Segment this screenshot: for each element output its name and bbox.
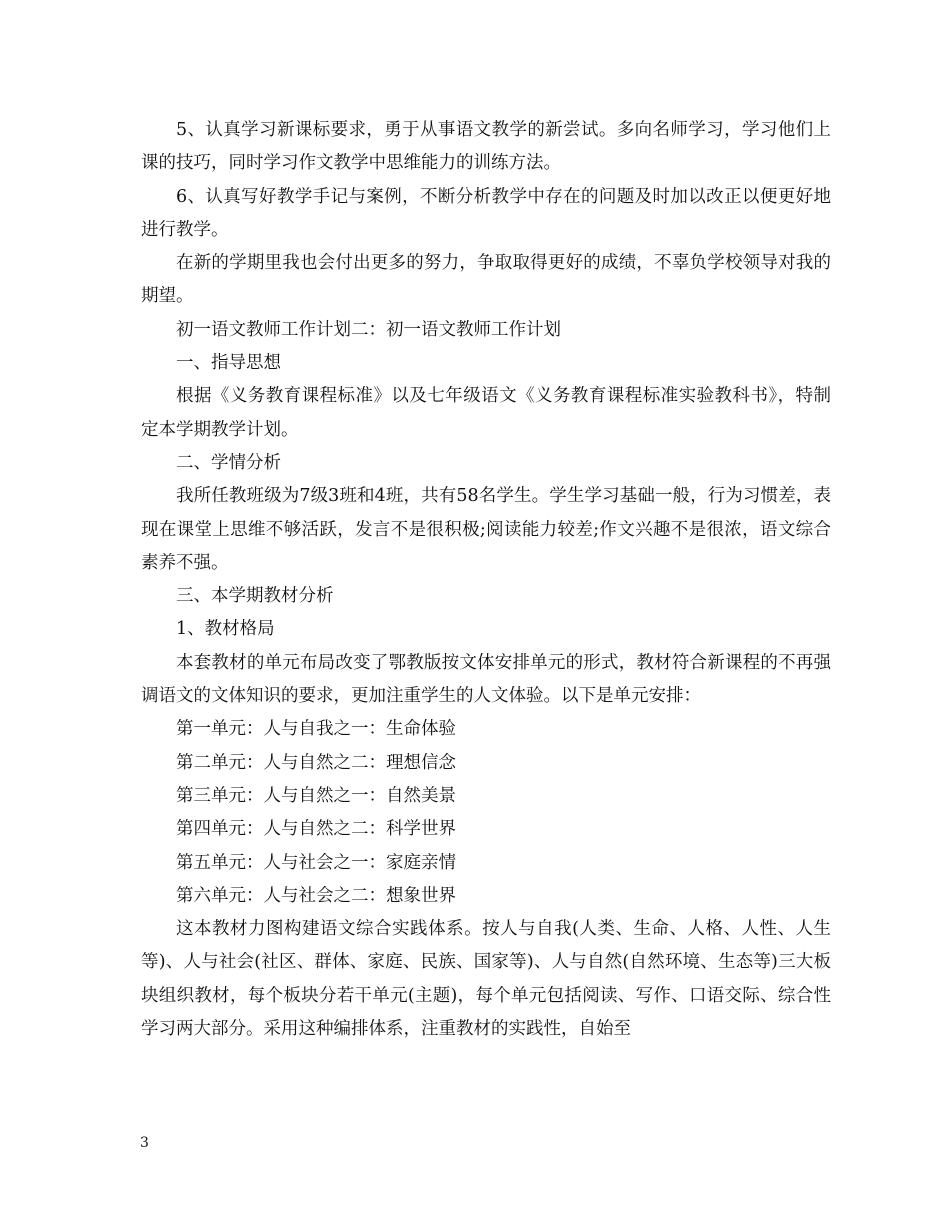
body-text: [141, 114, 831, 1046]
unit-line-5: 第五单元：人与社会之一：家庭亲情: [176, 852, 456, 873]
section-title-plan-two: 初一语文教师工作计划二：初一语文教师工作计划: [176, 319, 561, 340]
heading-guiding-idea: 一、指导思想: [176, 353, 281, 374]
heading-student-analysis: 二、学情分析: [176, 452, 281, 473]
paragraph-item-5: 5、认真学习新课标要求，勇于从事语文教学的新尝试。多向名师学习，学习他们上课的技巧，同时学习作文教学中思维能力的训练方法。: [141, 120, 831, 174]
paragraph-textbook-layout: 本套教材的单元布局改变了鄂教版按文体安排单元的形式，教材符合新课程的不再强调语文的文体知识的要求，更加注重学生的人文体验。以下是单元安排：: [141, 652, 831, 707]
unit-line-1: 第一单元：人与自我之一：生命体验: [176, 719, 456, 740]
unit-line-4: 第四单元：人与自然之二：科学世界: [176, 819, 456, 840]
unit-line-3: 第三单元：人与自然之一：自然美景: [176, 785, 456, 806]
paragraph-guiding-idea: 根据《义务教育课程标准》以及七年级语文《义务教育课程标准实验教科书》，特制定本学期教学计划。: [141, 386, 831, 440]
paragraph-student-analysis: 我所任教班级为7级3班和4班，共有58名学生。学生学习基础一般，行为习惯差，表现在课堂上思维不够活跃，发言不是很积极;阅读能力较差;作文兴趣不是很浓，语文综合素养不强。: [141, 486, 831, 573]
page-number: 3: [140, 1135, 149, 1151]
paragraph-textbook-system: 这本教材力图构建语文综合实践体系。按人与自我(人类、生命、人格、人性、人生等)、人与社会(社区、群体、家庭、民族、国家等)、人与自然(自然环境、生态等)三大板块组织教材，每个板块分若干单元(主题)，每个单元包括阅读、写作、口语交际、综合性学习两大部分。采用这种编排体系，注重教材的实践性，自始至: [141, 919, 831, 1040]
paragraph-item-6: 6、认真写好教学手记与案例，不断分析教学中存在的问题及时加以改正以便更好地进行教学。: [141, 186, 831, 240]
unit-line-6: 第六单元：人与社会之二：想象世界: [176, 885, 456, 906]
unit-line-2: 第二单元：人与自然之二：理想信念: [176, 752, 456, 773]
heading-textbook-analysis: 三、本学期教材分析: [176, 586, 334, 607]
paragraph-closing: 在新的学期里我也会付出更多的努力，争取取得更好的成绩，不辜负学校领导对我的期望。: [141, 253, 831, 307]
subheading-textbook-layout: 1、教材格局: [176, 619, 275, 640]
